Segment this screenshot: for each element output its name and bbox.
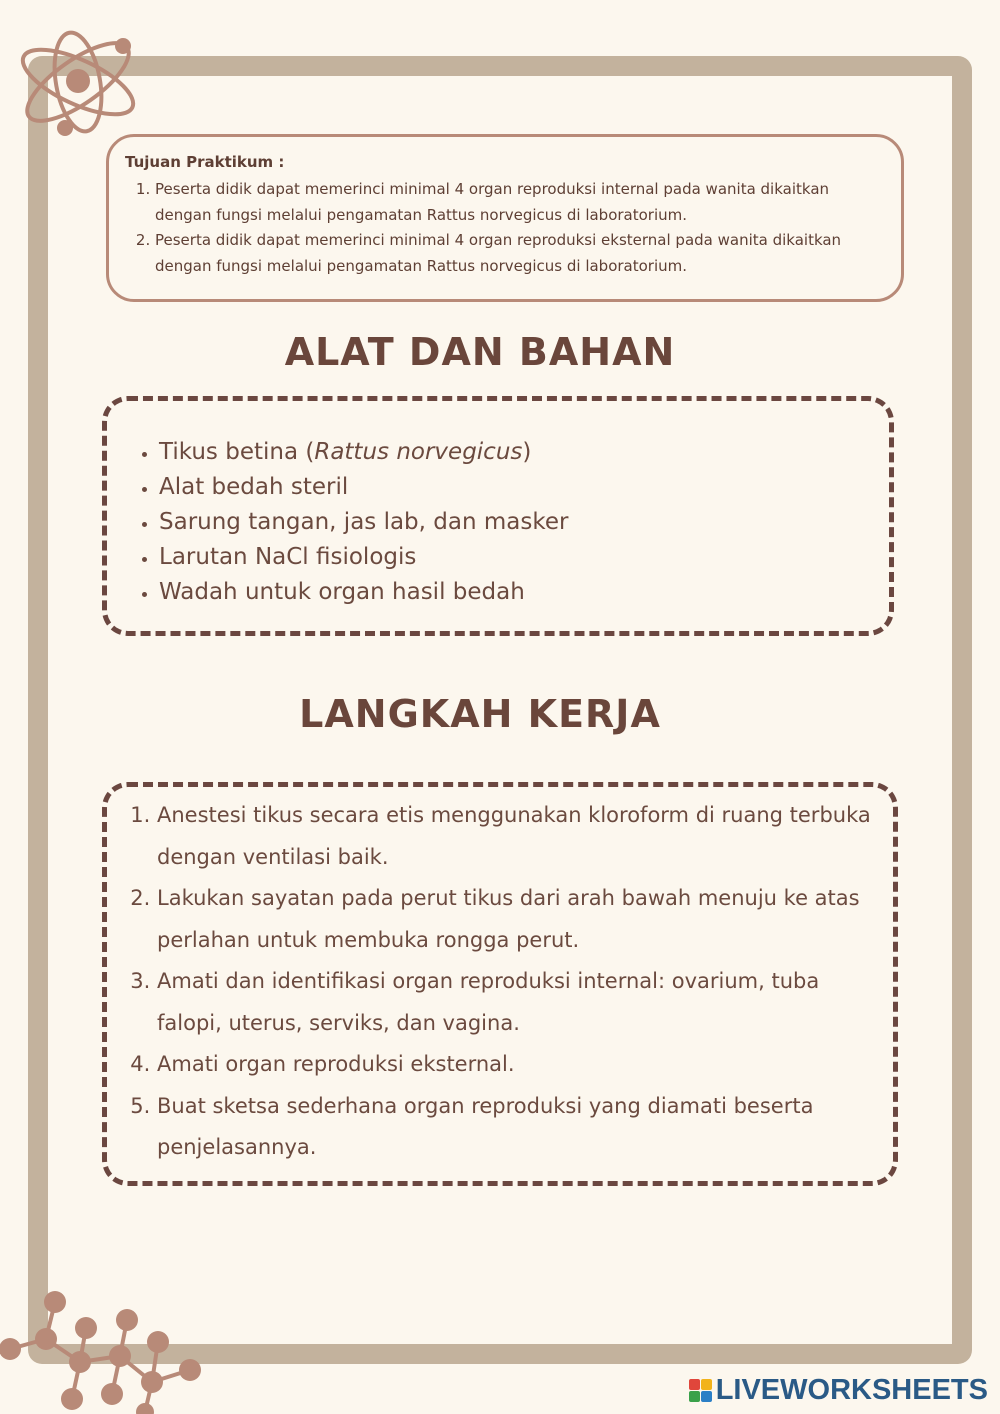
step-item: 2. Lakukan sayatan pada perut tikus dari arah bawah menuju ke atas perlahan untuk membuka rongga perut. xyxy=(157,878,881,961)
step-item: 3. Amati dan identifikasi organ reproduksi internal: ovarium, tuba falopi, uterus, serviks, dan vagina. xyxy=(157,961,881,1044)
material-item-species: Rattus norvegicus xyxy=(314,439,523,465)
material-item: • Sarung tangan, jas lab, dan masker xyxy=(159,505,889,540)
logo-square xyxy=(689,1379,700,1390)
objective-item: 2. Peserta didik dapat memerinci minimal 4 organ reproduksi eksternal pada wanita dikaitkan dengan fungsi melalui pengamatan Rattus norvegicus di laboratorium. xyxy=(155,228,885,279)
logo-square xyxy=(701,1379,712,1390)
materials-box xyxy=(102,396,894,636)
objective-title: Tujuan Praktikum : xyxy=(125,153,285,171)
logo-square xyxy=(689,1391,700,1402)
atom-icon xyxy=(12,30,142,145)
steps-heading: LANGKAH KERJA xyxy=(299,692,661,736)
material-item: • Alat bedah steril xyxy=(159,470,889,505)
step-item: 5. Buat sketsa sederhana organ reproduksi yang diamati beserta penjelasannya. xyxy=(157,1086,881,1169)
objective-list xyxy=(125,177,885,279)
material-item xyxy=(159,435,889,470)
material-item: • Larutan NaCl fisiologis xyxy=(159,540,889,575)
material-item-suffix: ) xyxy=(522,439,532,465)
material-item-prefix: Tikus betina ( xyxy=(159,439,315,465)
molecule-icon xyxy=(0,1284,210,1414)
step-item: 1. Anestesi tikus secara etis menggunakan kloroform di ruang terbuka dengan ventilasi baik. xyxy=(157,795,881,878)
material-item: • Wadah untuk organ hasil bedah xyxy=(159,575,889,610)
steps-list xyxy=(135,795,881,1169)
liveworksheets-logo-icon xyxy=(689,1379,712,1402)
objective-box xyxy=(106,134,904,302)
step-item: 4. Amati organ reproduksi eksternal. xyxy=(157,1044,881,1086)
materials-heading: ALAT DAN BAHAN xyxy=(284,330,676,374)
brand-name: LIVEWORKSHEETS xyxy=(715,1374,988,1406)
logo-square xyxy=(701,1391,712,1402)
steps-box xyxy=(102,782,898,1186)
liveworksheets-brand[interactable] xyxy=(689,1374,988,1407)
objective-item: 1. Peserta didik dapat memerinci minimal 4 organ reproduksi internal pada wanita dikaitkan dengan fungsi melalui pengamatan Rattus norvegicus di laboratorium. xyxy=(155,177,885,228)
materials-list xyxy=(135,435,889,610)
